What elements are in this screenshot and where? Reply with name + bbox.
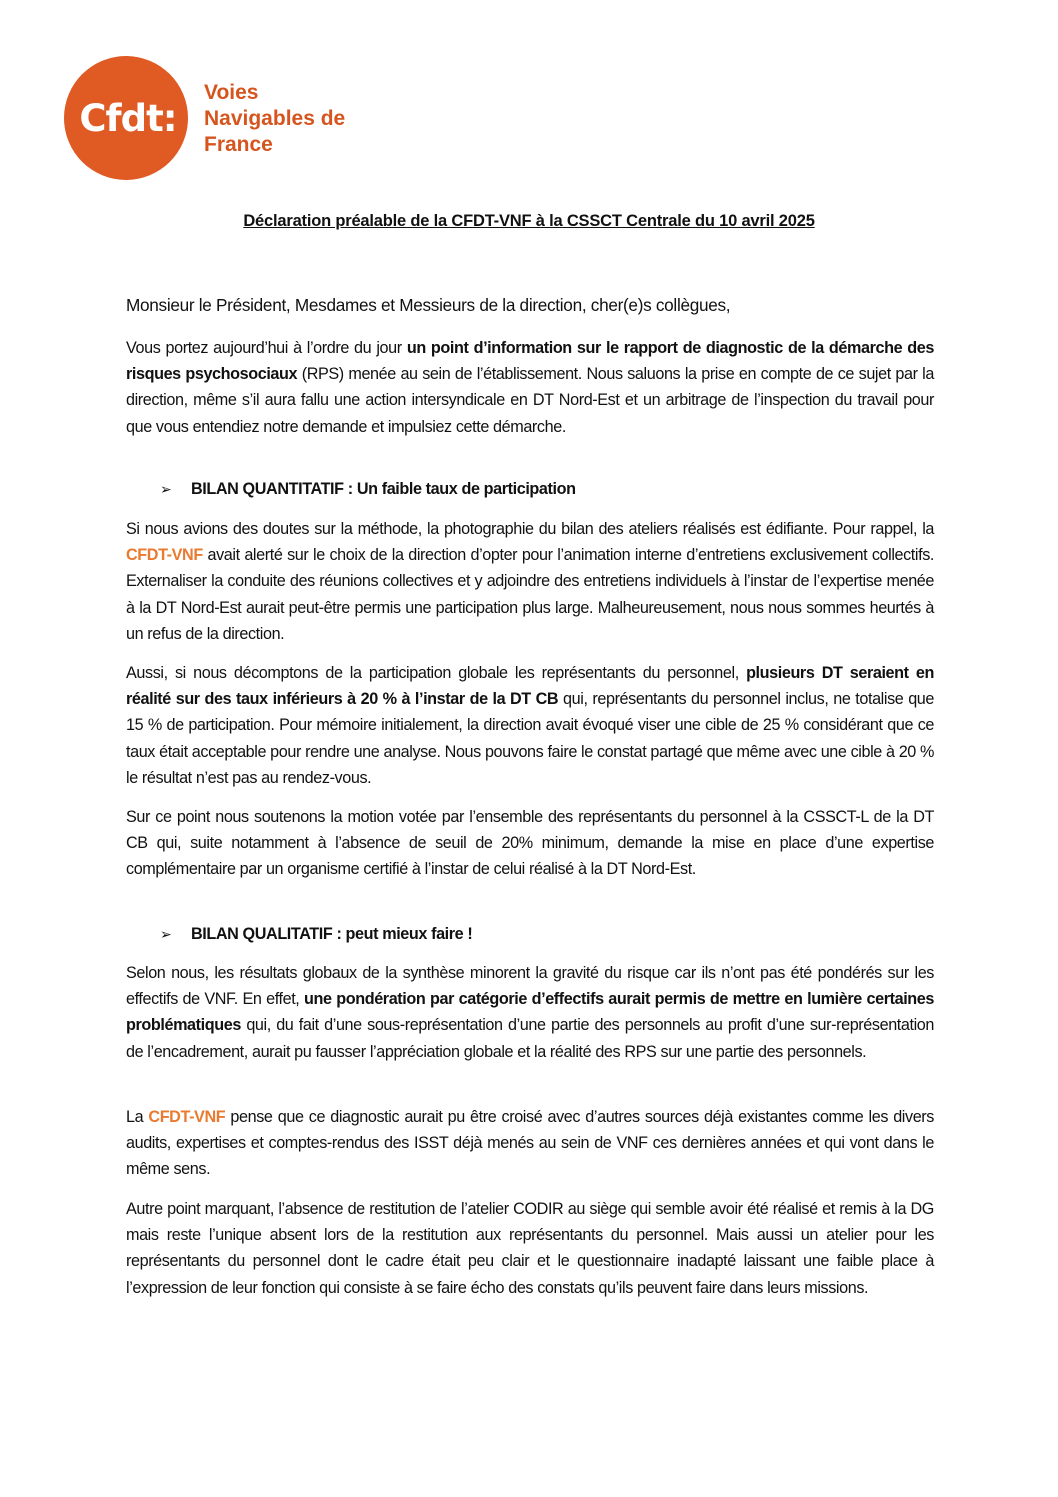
paragraph-ponderation [126,960,934,1065]
emphasis: plusieurs DT seraient en réalité sur des taux inférieurs à 20 % à l’instar de la DT CB [126,664,934,709]
emphasis: un point d’information sur le rapport de diagnostic de la démarche des risques psychosociaux [126,339,935,384]
logo-line-1: Voies [204,81,259,104]
paragraph-introduction [126,335,934,440]
paragraph-methode [126,516,934,647]
cfdt-vnf-logo [64,56,364,182]
section-heading-quantitatif [160,480,576,499]
salutation: Monsieur le Président, Mesdames et Messieurs de la direction, cher(e)s collègues, [126,295,731,315]
cfdt-logo-circle [64,56,188,180]
brand-name: CFDT-VNF [126,546,203,565]
text: pense que ce diagnostic aurait pu être croisé avec d’autres sources déjà existantes comme les divers audits, expertises et comptes-rendus des ISST déjà menés au sein de VNF ces dernières années et qui vont dans le même sens. [126,1108,934,1179]
brand-name: CFDT-VNF [148,1108,226,1126]
paragraph-motion: Sur ce point nous soutenons la motion votée par l’ensemble des représentants du personnel à la CSSCT-L de la DT CB qui, suite notamment à l’absence de seuil de 20% minimum, demande la mise en place d’une expertise complémentaire par un organisme certifié à l’instar de celui réalisé à la DT Nord-Est. [126,808,934,879]
arrow-bullet-icon: ➢ [160,481,172,497]
document-title: Déclaration préalable de la CFDT-VNF à la CSSCT Centrale du 10 avril 2025 [243,212,815,230]
logo-line-3: France [204,133,273,156]
text: La [126,1108,149,1126]
logo-line-2: Navigables de [204,107,346,130]
text: (RPS) menée au sein de l’établissement. Nous saluons la prise en compte de ce sujet par la direction, même s’il aura fallu une action intersyndicale en DT Nord-Est et un arbitrage de l’inspection du travail pour que vous entendiez notre demande et impulsiez cette démarche. [126,365,934,436]
section-heading-label: BILAN QUANTITATIF : Un faible taux de participation [191,480,576,498]
section-heading-qualitatif [160,925,472,944]
text: avait alerté sur le choix de la direction d’opter pour l’animation interne d’entretiens exclusivement collectifs. Externaliser la conduite des réunions collectives et y adjoindre des entretiens individuels à l’instar de l’expertise menée à la DT Nord-Est aurait peut-être permis une participation plus large. Malheureusement, nous nous sommes heurtés à un refus de la direction. [126,546,934,643]
paragraph-participation [126,660,934,791]
section-heading-label: BILAN QUALITATIF : peut mieux faire ! [191,925,473,943]
logo-organization-name [204,80,345,158]
text: Si nous avions des doutes sur la méthode, la photographie du bilan des ateliers réalisés est édifiante. Pour rappel, la [126,520,934,538]
paragraph-codir: Autre point marquant, l’absence de restitution de l’atelier CODIR au siège qui semble avoir été réalisé et remis à la DG mais reste l’unique absent lors de la restitution aux représentants du personnel. Mais aussi un atelier pour les représentants du personnel dont le cadre était peu clair et le questionnaire inadapté laissant une faible place à l’expression de leur fonction qui consiste à se faire écho des constats qu’ils peuvent faire dans leurs missions. [126,1200,934,1297]
emphasis: une pondération par catégorie d’effectifs aurait permis de mettre en lumière certaines problématiques [126,990,934,1035]
text: qui, du fait d’une sous-représentation d’une partie des personnels au profit d’une sur-représentation de l’encadrement, aurait pu fausser l’appréciation globale et la réalité des RPS sur une partie des personnels. [126,1016,934,1061]
text: qui, représentants du personnel inclus, ne totalise que 15 % de participation. Pour mémoire initialement, la direction avait évoqué viser une cible de 25 % considérant que ce taux était acceptable pour rendre une analyse. Nous pouvons faire le constat partagé que même avec une cible à 20 % le résultat n’est pas au rendez-vous. [126,690,935,787]
cfdt-logo-mark: Cfdt: [79,96,177,140]
text: Selon nous, les résultats globaux de la synthèse minorent la gravité du risque car ils n’ont pas été pondérés sur les effectifs de VNF. En effet, [126,964,934,1009]
text: Aussi, si nous décomptons de la participation globale les représentants du personnel, [126,664,747,682]
paragraph-sources [126,1104,934,1183]
text: Vous portez aujourd’hui à l’ordre du jour [126,339,407,357]
arrow-bullet-icon: ➢ [160,926,172,942]
